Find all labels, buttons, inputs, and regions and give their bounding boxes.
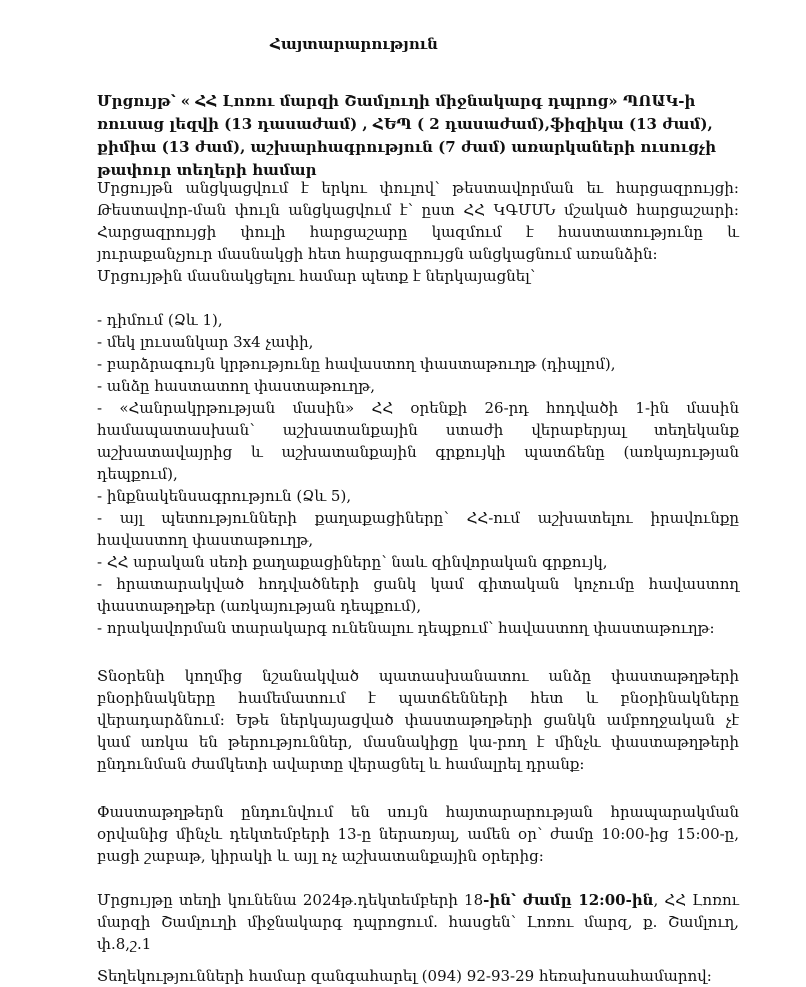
list-item: - դիմում (Ձև 1), — [97, 311, 223, 329]
document-body — [97, 177, 739, 987]
list-item: - որակավորման տարակարգ ունենալու դեպքում՝ հավաստող փաստաթուղթ: — [97, 619, 715, 637]
list-item: - ՀՀ արական սեռի քաղաքացիները՝ նաև զինվորական գրքույկ, — [97, 553, 608, 571]
venue-address-text: , ՀՀ Լոռու մարզի Շամլուղի միջնակարգ դպրոցում. հասցեն՝ Լոռու մարզ, ք. Շամլուղ, փ.8,շ.1 — [97, 891, 739, 953]
intro-paragraph: Մրցույթն անցկացվում է երկու փուլով՝ թեստավորման եւ հարցազրույցի: Թեստավոր-ման փուլն անցկացվում է՝ ըստ ՀՀ ԿԳՄՍՆ մշակած հարցաշարի: Հարցազրույցի փուլի հարցաշարը կազմում է հաստատությունը և յուրաքանչյուր մասնակցի հետ հարցազրույցն անցկացնում առանձին: — [97, 179, 739, 263]
spacer — [97, 867, 739, 889]
documents-intro: Մրցույթին մասնակցելու համար պետք է ներկայացնել՝ — [97, 267, 536, 285]
list-item: - հրատարակված հոդվածների ցանկ կամ գիտական կոչումը հավաստող փաստաթղթեր (առկայության դեպքում), — [97, 575, 739, 615]
list-item: - այլ պետությունների քաղաքացիները՝ ՀՀ-ում աշխատելու իրավունքը հավաստող փաստաթուղթ, — [97, 509, 739, 549]
venue-date-text: Մրցույթը տեղի կունենա 2024թ.դեկտեմբերի 18 — [97, 891, 484, 909]
list-item: - ինքնակենսագրություն (Ձև 5), — [97, 487, 352, 505]
spacer — [97, 955, 739, 965]
acceptance-paragraph: Փաստաթղթերն ընդունվում են սույն հայտարարության հրապարակման օրվանից մինչև դեկտեմբերի 13-ը ներառյալ, ամեն օր՝ ժամը 10:00-ից 15:00-ը, բացի շաբաթ, կիրակի և այլ ոչ աշխատանքային օրերից: — [97, 803, 739, 865]
contact-paragraph: Տեղեկությունների համար զանգահարել (094) 92-93-29 հեռախոսահամարով: — [97, 967, 712, 985]
venue-time-text: -ին՝ ժամը 12:00-ին — [483, 891, 654, 909]
competition-subject: Մրցույթ՝ « ՀՀ Լոռու մարզի Շամլուղի միջնակարգ դպրոց» ՊՈԱԿ-ի ռուսաց լեզվի (13 դասաժամ) , ՀԵՊ ( 2 դասաժամ),ֆիզիկա (13 ժամ), քիմիա (13 ժամ), աշխարհագրություն (7 ժամ) առարկաների ուսուցչի թափուր տեղերի համար — [97, 92, 717, 179]
list-item: - անձը հաստատող փաստաթուղթ, — [97, 377, 375, 395]
list-item: - բարձրագույն կրթությունը հավաստող փաստաթուղթ (դիպլոմ), — [97, 355, 616, 373]
copies-paragraph: Տնօրենի կողմից նշանակված պատասխանատու անձը փաստաթղթերի բնօրինակները համեմատում է պատճենների հետ և բնօրինակները վերադարձնում: Եթե ներկայացված փաստաթղթերի ցանկն ամբողջական չէ կամ առկա են թերություններ, մասնակիցը կա-րող է մինչև փաստաթղթերի ընդունման ժամկետի ավարտը վերացնել և համալրել դրանք: — [97, 667, 739, 773]
spacer — [97, 287, 739, 309]
list-item: - «Հանրակրթության մասին» ՀՀ օրենքի 26-րդ հոդվածի 1-ին մասին համապատասխան՝ աշխատանքային ստաժի վերաբերյալ տեղեկանք աշխատավայրից և աշխատանքային գրքույկի պատճենը (առկայության դեպքում), — [97, 399, 739, 483]
venue-paragraph — [97, 889, 739, 955]
spacer — [97, 775, 739, 801]
documents-list — [97, 309, 739, 639]
list-item: - մեկ լուսանկար 3x4 չափի, — [97, 333, 314, 351]
spacer — [97, 639, 739, 665]
document-title: Հայտարարություն — [270, 35, 438, 53]
